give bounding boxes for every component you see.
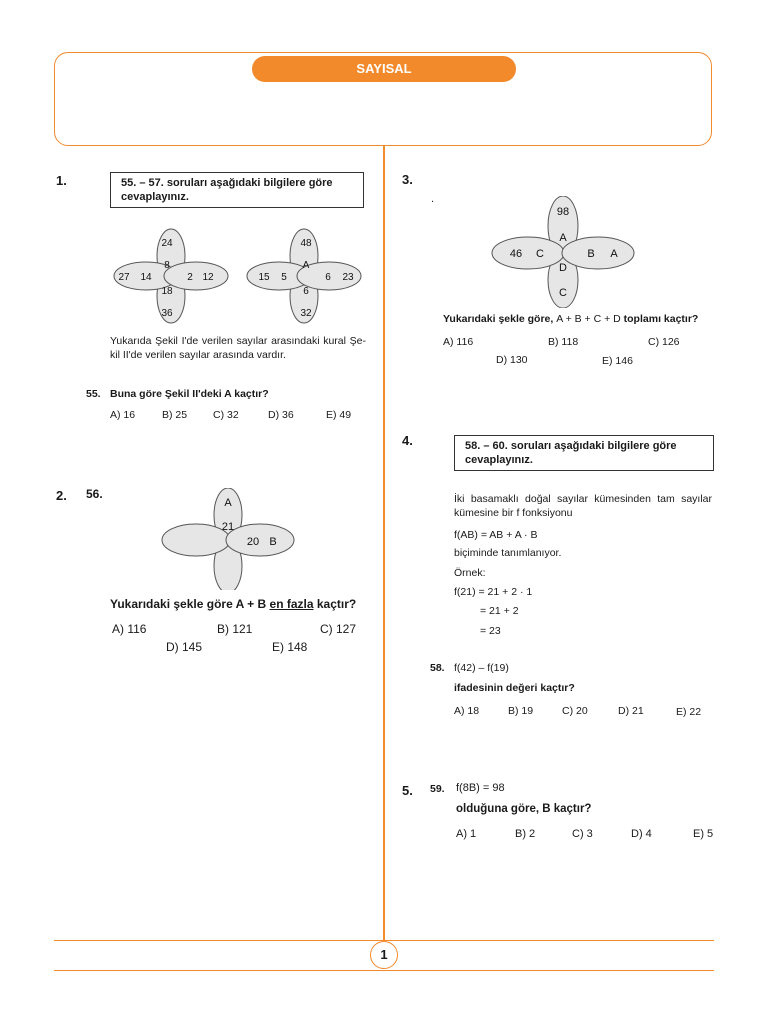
question-number-58: 58. xyxy=(430,662,445,674)
option-b-q3[interactable]: B) 118 xyxy=(548,336,579,348)
question-number-55: 55. xyxy=(86,388,101,400)
option-b-59[interactable]: B) 2 xyxy=(515,828,536,840)
fig2-top-inner: A xyxy=(302,260,310,271)
fig-q3-top: 98 xyxy=(556,206,570,218)
option-d-q3[interactable]: D) 130 xyxy=(496,354,528,366)
fig1-left-inner: 14 xyxy=(140,272,152,283)
question-number-4: 4. xyxy=(402,433,413,448)
function-definition: İki basamaklı doğal sayılar kümesinden tam sayılar kümesine bir f fonksiyonu xyxy=(454,493,712,519)
q56-text-pre: Yukarıdaki şekle göre A + B xyxy=(110,597,270,611)
option-b-56[interactable]: B) 121 xyxy=(217,622,253,636)
option-c-58[interactable]: C) 20 xyxy=(562,705,588,717)
fig2-top-outer: 48 xyxy=(300,238,312,249)
option-a-56[interactable]: A) 116 xyxy=(112,622,147,636)
question-number-56: 56. xyxy=(86,487,103,501)
fig1-left-outer: 27 xyxy=(118,272,130,283)
option-e-55[interactable]: E) 49 xyxy=(326,409,352,421)
section-title: SAYISAL xyxy=(252,56,516,82)
fig1-right-inner: 2 xyxy=(187,272,193,283)
footer-line-bottom xyxy=(54,970,714,971)
fig-q3-left-outer: 46 xyxy=(509,248,523,260)
q3-text-expression: A + B + C + D xyxy=(556,313,621,325)
fig2-bottom-outer: 32 xyxy=(300,308,312,319)
column-divider xyxy=(383,146,385,941)
q56-text-post: kaçtır? xyxy=(313,597,357,611)
figure-q56 xyxy=(160,488,296,590)
option-d-58[interactable]: D) 21 xyxy=(618,705,644,717)
fig1-top-inner: 8 xyxy=(164,260,170,271)
option-d-59[interactable]: D) 4 xyxy=(631,828,652,840)
option-c-55[interactable]: C) 32 xyxy=(213,409,239,421)
fig-q56-top: A xyxy=(224,497,232,509)
option-e-56[interactable]: E) 148 xyxy=(272,640,308,654)
example-line-3: = 23 xyxy=(480,625,501,637)
option-c-56[interactable]: C) 127 xyxy=(320,622,357,636)
rule-description: Yukarıda Şekil I'de verilen sayılar arasındaki kural Şe-kil II'de verilen sayılar arasında vardır. xyxy=(110,335,366,361)
question-number-3: 3. xyxy=(402,172,413,187)
option-a-59[interactable]: A) 1 xyxy=(456,828,477,840)
option-d-55[interactable]: D) 36 xyxy=(268,409,294,421)
option-e-58[interactable]: E) 22 xyxy=(676,706,702,718)
fig2-left-inner: 5 xyxy=(281,272,287,283)
question-number-5: 5. xyxy=(402,783,413,798)
fig2-right-inner: 6 xyxy=(325,272,331,283)
page-number: 1 xyxy=(370,941,398,969)
example-line-1: f(21) = 21 + 2 · 1 xyxy=(454,586,533,598)
option-e-q3[interactable]: E) 146 xyxy=(602,355,633,367)
fig1-bottom-inner: 18 xyxy=(161,286,173,297)
fig1-top-outer: 24 xyxy=(161,238,173,249)
expression-59: f(8B) = 98 xyxy=(456,782,505,794)
question-text-q3 xyxy=(443,313,698,325)
question-text-55: Buna göre Şekil II'deki A kaçtır? xyxy=(110,388,269,400)
option-a-q3[interactable]: A) 116 xyxy=(443,336,474,348)
example-line-2: = 21 + 2 xyxy=(480,605,519,617)
question-text-56 xyxy=(110,597,356,611)
fig2-bottom-inner: 6 xyxy=(303,286,309,297)
function-formula: f(AB) = AB + A · B xyxy=(454,529,538,541)
figure-shekil-1-and-2 xyxy=(106,228,376,324)
expression-58: f(42) – f(19) xyxy=(454,662,509,674)
question-number-59: 59. xyxy=(430,783,445,795)
option-d-56[interactable]: D) 145 xyxy=(166,640,203,654)
question-text-59: olduğuna göre, B kaçtır? xyxy=(456,803,592,815)
option-c-q3[interactable]: C) 126 xyxy=(648,336,680,348)
fig-q56-right-outer: B xyxy=(269,536,277,548)
option-e-59[interactable]: E) 5 xyxy=(693,828,714,840)
q3-text-post: toplamı kaçtır? xyxy=(620,313,699,325)
question-number-2: 2. xyxy=(56,488,67,503)
fig1-bottom-outer: 36 xyxy=(161,308,173,319)
fig-q56-right-inner: 20 xyxy=(246,536,260,548)
definition-suffix: biçiminde tanımlanıyor. xyxy=(454,547,562,559)
option-a-58[interactable]: A) 18 xyxy=(454,705,480,717)
question-number-1: 1. xyxy=(56,173,67,188)
info-box-58-60: 58. – 60. soruları aşağıdaki bilgilere göre cevaplayınız. xyxy=(454,435,714,471)
stray-dot: . xyxy=(431,193,435,205)
option-b-55[interactable]: B) 25 xyxy=(162,409,188,421)
example-label: Örnek: xyxy=(454,567,486,579)
figure-q3 xyxy=(490,196,638,308)
option-a-55[interactable]: A) 16 xyxy=(110,409,136,421)
fig-q3-left-inner: C xyxy=(536,248,544,260)
fig-q3-bottom-inner: D xyxy=(559,262,567,274)
q56-text-emphasis: en fazla xyxy=(269,597,314,611)
question-text-58: ifadesinin değeri kaçtır? xyxy=(454,682,575,694)
fig-q56-center: 21 xyxy=(221,521,235,533)
option-c-59[interactable]: C) 3 xyxy=(572,828,593,840)
q3-text-pre: Yukarıdaki şekle göre, xyxy=(443,313,557,325)
fig-q3-right-outer: A xyxy=(610,248,618,260)
option-b-58[interactable]: B) 19 xyxy=(508,705,534,717)
fig-q3-bottom-outer: C xyxy=(559,287,567,299)
fig2-left-outer: 15 xyxy=(258,272,270,283)
fig-q3-top-inner: A xyxy=(559,232,567,244)
fig1-right-outer: 12 xyxy=(202,272,214,283)
info-box-55-57: 55. – 57. soruları aşağıdaki bilgilere göre cevaplayınız. xyxy=(110,172,364,208)
fig-q3-right-inner: B xyxy=(587,248,595,260)
fig2-right-outer: 23 xyxy=(342,272,354,283)
